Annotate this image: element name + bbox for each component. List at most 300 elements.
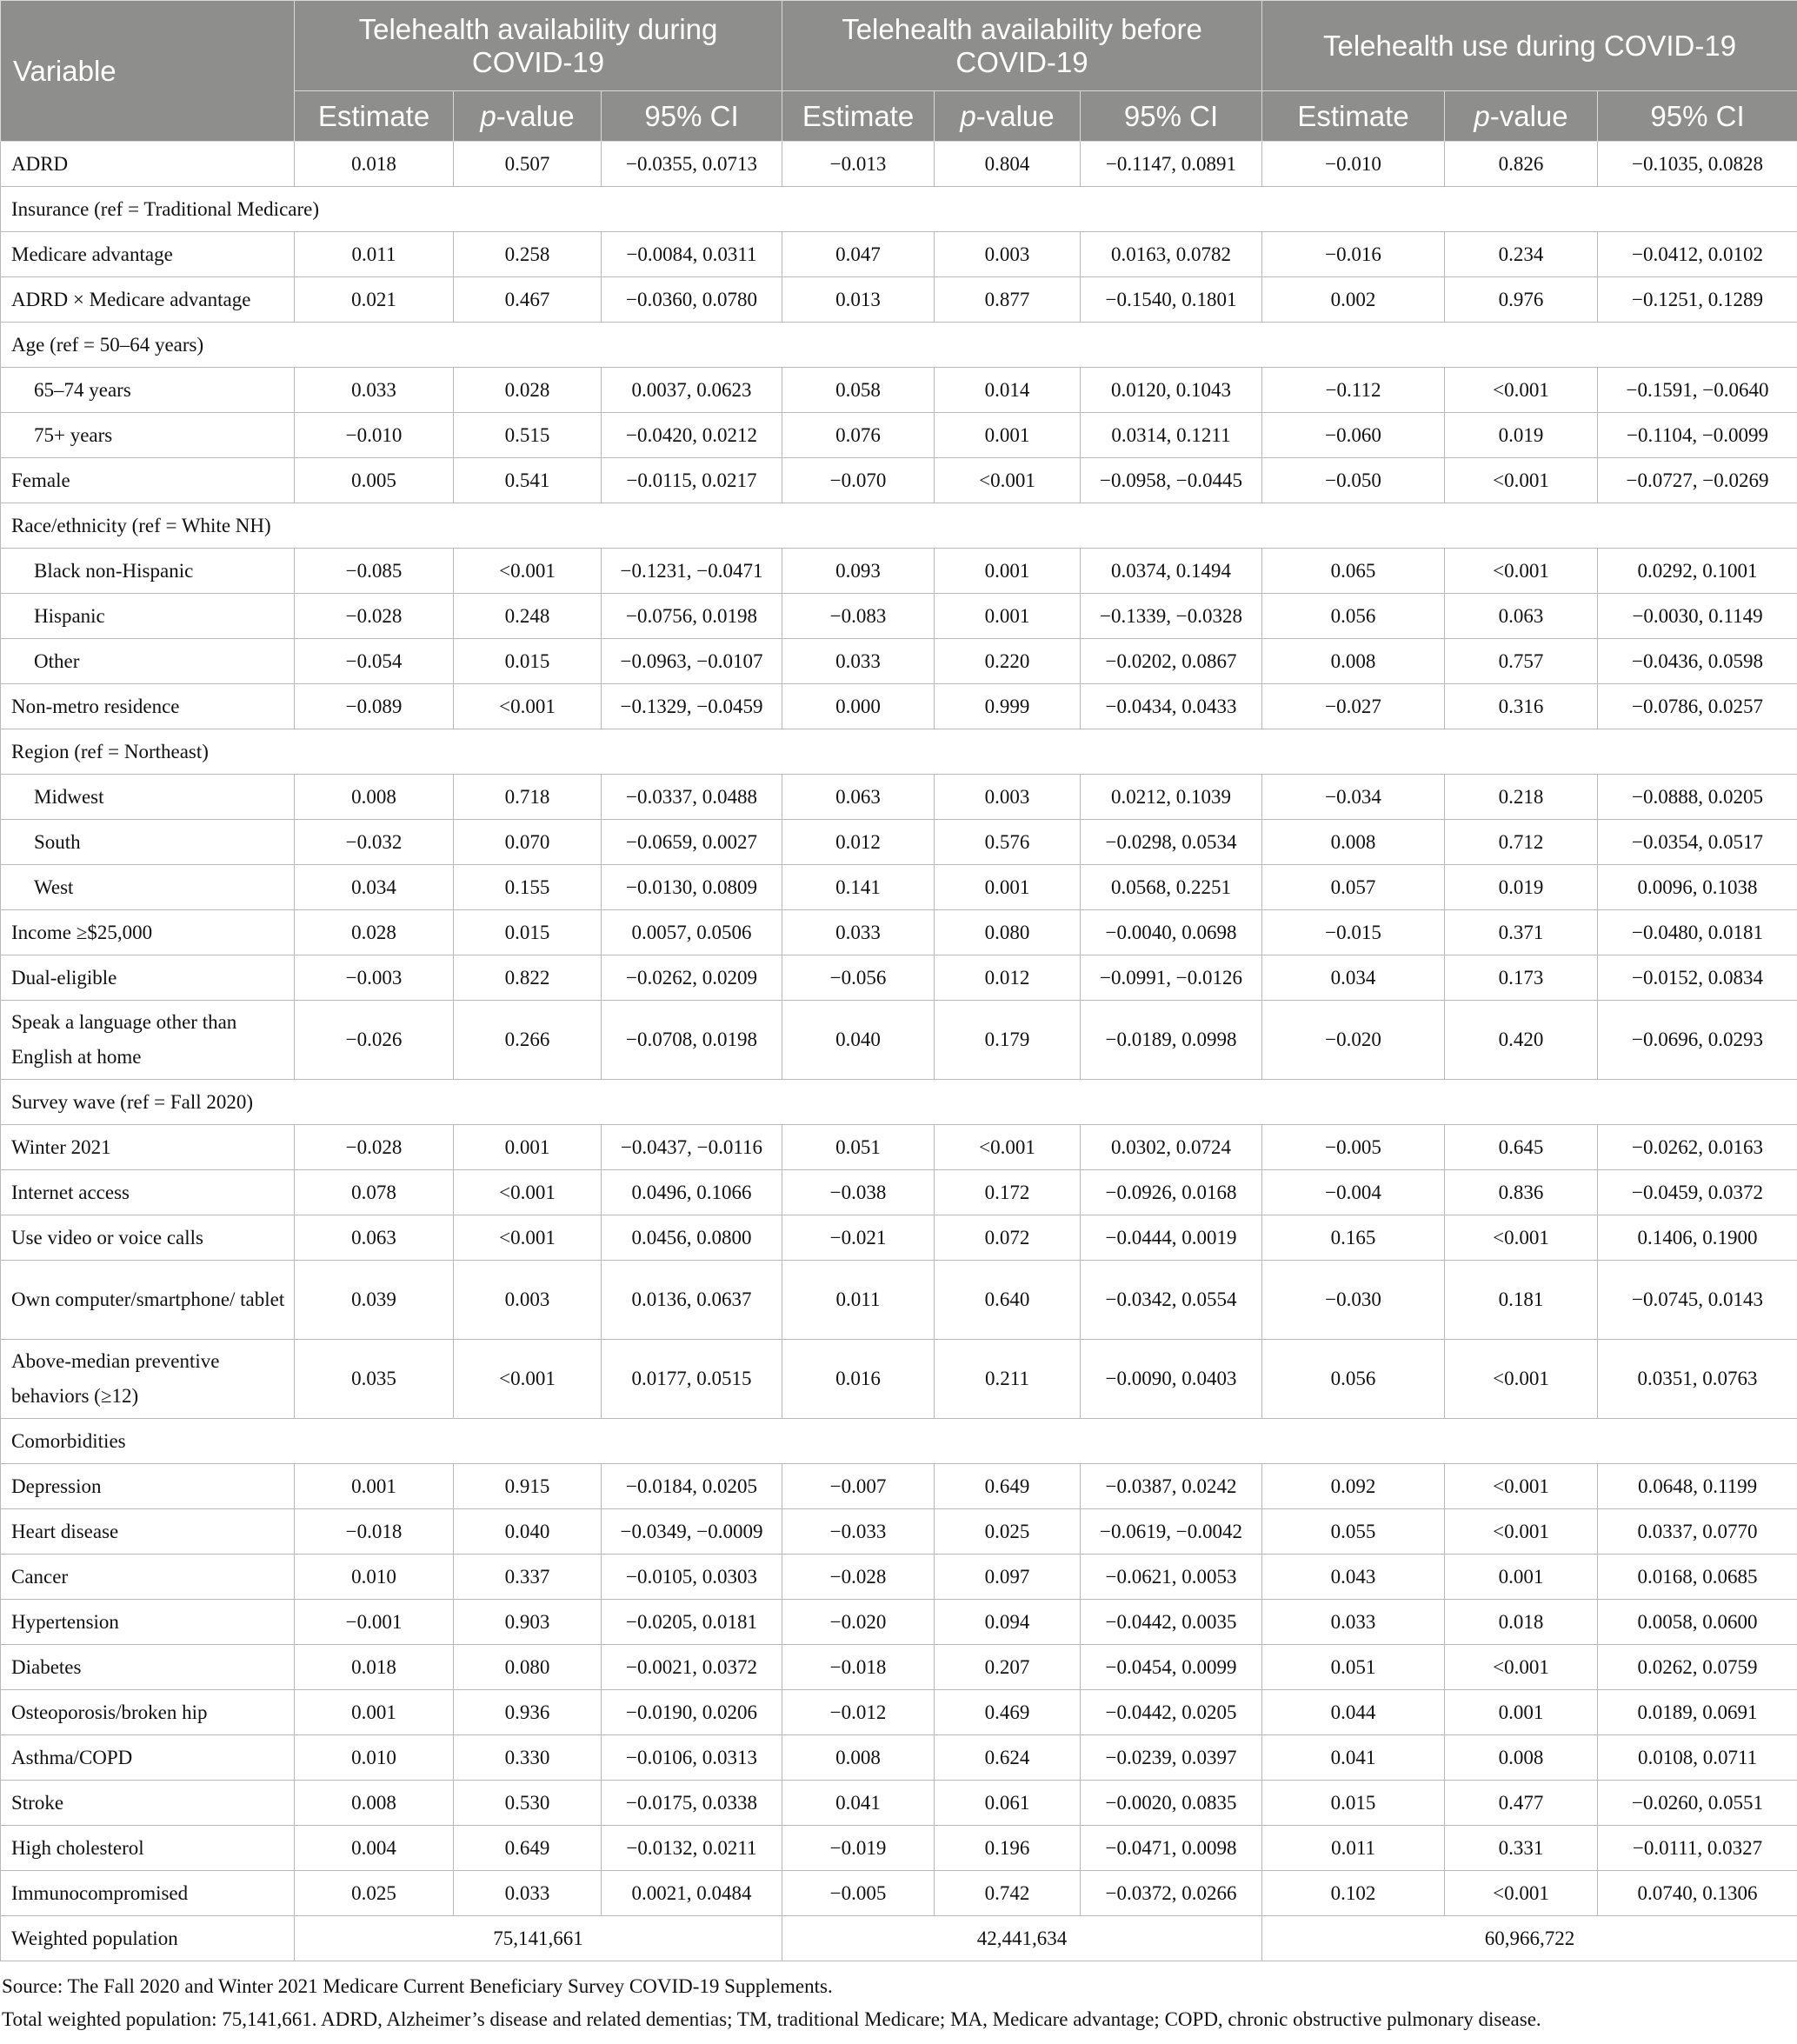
table-row <box>1 368 1797 413</box>
table-row <box>1 1509 1797 1555</box>
group-header-availability-during: Telehealth availability during COVID-19 <box>295 1 782 91</box>
estimate-cell: 0.065 <box>1262 549 1445 594</box>
ci-cell: −0.0420, 0.0212 <box>602 413 782 458</box>
estimate-cell: 0.056 <box>1262 1340 1445 1419</box>
ci-cell: −0.0696, 0.0293 <box>1598 1001 1797 1080</box>
ci-cell: −0.0756, 0.0198 <box>602 594 782 639</box>
estimate-cell: 0.043 <box>1262 1555 1445 1600</box>
estimate-cell: 0.092 <box>1262 1464 1445 1509</box>
p-value-cell: 0.196 <box>935 1826 1081 1871</box>
estimate-cell: −0.060 <box>1262 413 1445 458</box>
ci-cell: −0.0727, −0.0269 <box>1598 458 1797 503</box>
estimate-cell: 0.033 <box>782 910 935 955</box>
p-value-cell: 0.248 <box>454 594 602 639</box>
p-value-cell: 0.915 <box>454 1464 602 1509</box>
variable-label: Asthma/COPD <box>1 1735 295 1781</box>
table-row <box>1 1215 1797 1261</box>
group-label: Race/ethnicity (ref = White NH) <box>1 503 1797 549</box>
table-row <box>1 1555 1797 1600</box>
p-value-cell: 0.001 <box>935 594 1081 639</box>
source-note: Source: The Fall 2020 and Winter 2021 Medicare Current Beneficiary Survey COVID-19 Supplements. <box>2 1975 833 1997</box>
table-row <box>1 775 1797 820</box>
p-value-cell: 0.001 <box>935 549 1081 594</box>
group-row <box>1 729 1797 775</box>
variable-label: Income ≥$25,000 <box>1 910 295 955</box>
estimate-cell: −0.007 <box>782 1464 935 1509</box>
variable-label: South <box>1 820 295 865</box>
ci-cell: −0.1339, −0.0328 <box>1081 594 1262 639</box>
ci-cell: −0.0745, 0.0143 <box>1598 1261 1797 1340</box>
ci-cell: 0.0314, 0.1211 <box>1081 413 1262 458</box>
p-value-cell: 0.172 <box>935 1170 1081 1215</box>
estimate-cell: 0.010 <box>295 1735 454 1781</box>
p-value-cell: 0.080 <box>454 1645 602 1690</box>
estimate-cell: −0.054 <box>295 639 454 684</box>
table-row <box>1 1645 1797 1690</box>
p-value-cell: <0.001 <box>1445 1215 1598 1261</box>
p-value-cell: 0.008 <box>1445 1735 1598 1781</box>
estimate-cell: −0.112 <box>1262 368 1445 413</box>
estimate-cell: 0.057 <box>1262 865 1445 910</box>
estimate-cell: 0.165 <box>1262 1215 1445 1261</box>
estimate-cell: −0.028 <box>782 1555 935 1600</box>
ci-cell: −0.0202, 0.0867 <box>1081 639 1262 684</box>
ci-cell: −0.0372, 0.0266 <box>1081 1871 1262 1916</box>
estimate-cell: −0.034 <box>1262 775 1445 820</box>
ci-cell: −0.0360, 0.0780 <box>602 277 782 323</box>
ci-cell: −0.1035, 0.0828 <box>1598 142 1797 187</box>
estimate-cell: −0.050 <box>1262 458 1445 503</box>
table-row <box>1 684 1797 729</box>
ci-cell: −0.0239, 0.0397 <box>1081 1735 1262 1781</box>
ci-cell: 0.0058, 0.0600 <box>1598 1600 1797 1645</box>
estimate-cell: 0.076 <box>782 413 935 458</box>
variable-label: Immunocompromised <box>1 1871 295 1916</box>
ci-cell: 0.0108, 0.0711 <box>1598 1735 1797 1781</box>
p-value-cell: 0.645 <box>1445 1125 1598 1170</box>
estimate-cell: 0.055 <box>1262 1509 1445 1555</box>
estimate-cell: −0.038 <box>782 1170 935 1215</box>
estimate-cell: −0.019 <box>782 1826 935 1871</box>
p-value-cell: 0.218 <box>1445 775 1598 820</box>
estimate-cell: 0.035 <box>295 1340 454 1419</box>
p-value-cell: 0.507 <box>454 142 602 187</box>
ci-cell: −0.0480, 0.0181 <box>1598 910 1797 955</box>
p-value-cell: 0.266 <box>454 1001 602 1080</box>
estimate-header: Estimate <box>1262 91 1445 142</box>
estimate-cell: 0.044 <box>1262 1690 1445 1735</box>
ci-cell: −0.1591, −0.0640 <box>1598 368 1797 413</box>
estimate-cell: −0.020 <box>782 1600 935 1645</box>
variable-label: Other <box>1 639 295 684</box>
p-value-cell: 0.316 <box>1445 684 1598 729</box>
p-value-cell: 0.072 <box>935 1215 1081 1261</box>
ci-cell: 0.0496, 0.1066 <box>602 1170 782 1215</box>
ci-cell: −0.0708, 0.0198 <box>602 1001 782 1080</box>
estimate-cell: 0.093 <box>782 549 935 594</box>
p-value-cell: 0.019 <box>1445 865 1598 910</box>
estimate-cell: −0.028 <box>295 594 454 639</box>
ci-cell: −0.0444, 0.0019 <box>1081 1215 1262 1261</box>
variable-label: Above-median preventive behaviors (≥12) <box>1 1340 295 1419</box>
estimate-cell: 0.078 <box>295 1170 454 1215</box>
p-value-cell: 0.258 <box>454 232 602 277</box>
ci-cell: 0.0568, 0.2251 <box>1081 865 1262 910</box>
ci-cell: −0.0454, 0.0099 <box>1081 1645 1262 1690</box>
variable-label: Cancer <box>1 1555 295 1600</box>
p-value-cell: 0.015 <box>454 639 602 684</box>
ci-cell: −0.0040, 0.0698 <box>1081 910 1262 955</box>
ci-cell: −0.0132, 0.0211 <box>602 1826 782 1871</box>
ci-cell: −0.0437, −0.0116 <box>602 1125 782 1170</box>
variable-label: Osteoporosis/broken hip <box>1 1690 295 1735</box>
variable-label: ADRD × Medicare advantage <box>1 277 295 323</box>
p-value-cell: 0.003 <box>935 232 1081 277</box>
p-value-cell: 0.063 <box>1445 594 1598 639</box>
ci-cell: −0.0412, 0.0102 <box>1598 232 1797 277</box>
p-value-cell: 0.469 <box>935 1690 1081 1735</box>
weighted-population-label: Weighted population <box>1 1916 295 1961</box>
p-value-cell: 0.712 <box>1445 820 1598 865</box>
variable-label: Black non-Hispanic <box>1 549 295 594</box>
ci-header: 95% CI <box>1598 91 1797 142</box>
estimate-cell: 0.013 <box>782 277 935 323</box>
ci-cell: −0.1251, 0.1289 <box>1598 277 1797 323</box>
estimate-cell: −0.018 <box>295 1509 454 1555</box>
p-value-cell: 0.211 <box>935 1340 1081 1419</box>
p-value-cell: 0.179 <box>935 1001 1081 1080</box>
variable-label: Own computer/smartphone/ tablet <box>1 1261 295 1340</box>
group-row <box>1 1080 1797 1125</box>
variable-label: Speak a language other than English at home <box>1 1001 295 1080</box>
p-value-cell: <0.001 <box>454 1340 602 1419</box>
ci-cell: −0.0434, 0.0433 <box>1081 684 1262 729</box>
estimate-cell: 0.000 <box>782 684 935 729</box>
ci-cell: −0.0963, −0.0107 <box>602 639 782 684</box>
ci-cell: −0.0442, 0.0205 <box>1081 1690 1262 1735</box>
ci-cell: −0.0111, 0.0327 <box>1598 1826 1797 1871</box>
estimate-cell: 0.039 <box>295 1261 454 1340</box>
estimate-cell: 0.008 <box>1262 820 1445 865</box>
table-row <box>1 955 1797 1001</box>
group-header-availability-before: Telehealth availability before COVID-19 <box>782 1 1262 91</box>
group-label: Survey wave (ref = Fall 2020) <box>1 1080 1797 1125</box>
p-value-cell: 0.515 <box>454 413 602 458</box>
weighted-population-value: 60,966,722 <box>1262 1916 1797 1961</box>
ci-cell: 0.0189, 0.0691 <box>1598 1690 1797 1735</box>
estimate-cell: −0.005 <box>1262 1125 1445 1170</box>
p-value-cell: 0.530 <box>454 1781 602 1826</box>
estimate-cell: −0.003 <box>295 955 454 1001</box>
p-value-cell: 0.097 <box>935 1555 1081 1600</box>
ci-cell: −0.1231, −0.0471 <box>602 549 782 594</box>
p-value-cell: 0.025 <box>935 1509 1081 1555</box>
table-row <box>1 458 1797 503</box>
p-value-cell: <0.001 <box>1445 368 1598 413</box>
estimate-cell: 0.040 <box>782 1001 935 1080</box>
estimate-cell: −0.012 <box>782 1690 935 1735</box>
ci-cell: −0.0090, 0.0403 <box>1081 1340 1262 1419</box>
variable-label: Depression <box>1 1464 295 1509</box>
estimate-cell: 0.025 <box>295 1871 454 1916</box>
variable-label: Hypertension <box>1 1600 295 1645</box>
p-value-cell: 0.576 <box>935 820 1081 865</box>
p-value-cell: <0.001 <box>935 1125 1081 1170</box>
p-value-cell: <0.001 <box>1445 1464 1598 1509</box>
p-value-cell: 0.061 <box>935 1781 1081 1826</box>
ci-cell: −0.0175, 0.0338 <box>602 1781 782 1826</box>
estimate-cell: 0.011 <box>782 1261 935 1340</box>
estimate-cell: 0.051 <box>782 1125 935 1170</box>
estimate-cell: −0.089 <box>295 684 454 729</box>
estimate-cell: −0.010 <box>1262 142 1445 187</box>
table-row <box>1 142 1797 187</box>
ci-cell: 0.0262, 0.0759 <box>1598 1645 1797 1690</box>
ci-cell: 0.0302, 0.0724 <box>1081 1125 1262 1170</box>
variable-label: 75+ years <box>1 413 295 458</box>
p-value-cell: 0.018 <box>1445 1600 1598 1645</box>
p-value-cell: <0.001 <box>935 458 1081 503</box>
p-value-cell: 0.001 <box>1445 1690 1598 1735</box>
table-row <box>1 1464 1797 1509</box>
estimate-cell: 0.034 <box>1262 955 1445 1001</box>
table-row <box>1 1735 1797 1781</box>
p-value-cell: 0.094 <box>935 1600 1081 1645</box>
ci-cell: −0.0260, 0.0551 <box>1598 1781 1797 1826</box>
group-label: Region (ref = Northeast) <box>1 729 1797 775</box>
variable-label: Midwest <box>1 775 295 820</box>
ci-cell: 0.0136, 0.0637 <box>602 1261 782 1340</box>
estimate-cell: 0.058 <box>782 368 935 413</box>
estimate-cell: 0.033 <box>295 368 454 413</box>
estimate-cell: −0.085 <box>295 549 454 594</box>
table-row <box>1 1170 1797 1215</box>
estimate-cell: 0.015 <box>1262 1781 1445 1826</box>
ci-cell: 0.0163, 0.0782 <box>1081 232 1262 277</box>
ci-cell: −0.0342, 0.0554 <box>1081 1261 1262 1340</box>
table-row <box>1 820 1797 865</box>
estimate-cell: 0.063 <box>782 775 935 820</box>
p-value-cell: 0.822 <box>454 955 602 1001</box>
ci-cell: −0.0442, 0.0035 <box>1081 1600 1262 1645</box>
ci-cell: −0.0991, −0.0126 <box>1081 955 1262 1001</box>
p-value-cell: 0.080 <box>935 910 1081 955</box>
p-value-cell: 0.331 <box>1445 1826 1598 1871</box>
estimate-cell: 0.034 <box>295 865 454 910</box>
p-value-cell: 0.012 <box>935 955 1081 1001</box>
table-row <box>1 1690 1797 1735</box>
p-value-cell: 0.640 <box>935 1261 1081 1340</box>
table-notes <box>0 1970 1797 2036</box>
table-row <box>1 232 1797 277</box>
estimate-cell: −0.010 <box>295 413 454 458</box>
estimate-cell: 0.008 <box>295 775 454 820</box>
estimate-cell: −0.070 <box>782 458 935 503</box>
ci-cell: −0.0262, 0.0163 <box>1598 1125 1797 1170</box>
variable-label: West <box>1 865 295 910</box>
p-value-cell: <0.001 <box>454 684 602 729</box>
estimate-cell: 0.016 <box>782 1340 935 1419</box>
ci-cell: −0.0459, 0.0372 <box>1598 1170 1797 1215</box>
p-value-cell: 0.649 <box>935 1464 1081 1509</box>
weighted-population-value: 42,441,634 <box>782 1916 1262 1961</box>
estimate-cell: 0.033 <box>1262 1600 1445 1645</box>
ci-cell: 0.0037, 0.0623 <box>602 368 782 413</box>
ci-cell: −0.0130, 0.0809 <box>602 865 782 910</box>
variable-header: Variable <box>1 1 295 142</box>
estimate-cell: 0.008 <box>1262 639 1445 684</box>
estimate-cell: −0.004 <box>1262 1170 1445 1215</box>
p-value-cell: 0.028 <box>454 368 602 413</box>
p-value-cell: 0.999 <box>935 684 1081 729</box>
table-row <box>1 1001 1797 1080</box>
p-value-cell: 0.541 <box>454 458 602 503</box>
ci-cell: −0.0152, 0.0834 <box>1598 955 1797 1001</box>
ci-cell: −0.0106, 0.0313 <box>602 1735 782 1781</box>
variable-label: Heart disease <box>1 1509 295 1555</box>
ci-cell: 0.0740, 0.1306 <box>1598 1871 1797 1916</box>
estimate-cell: 0.021 <box>295 277 454 323</box>
estimate-cell: 0.012 <box>782 820 935 865</box>
p-value-cell: 0.742 <box>935 1871 1081 1916</box>
p-value-cell: 0.181 <box>1445 1261 1598 1340</box>
estimate-cell: 0.011 <box>1262 1826 1445 1871</box>
ci-cell: 0.0456, 0.0800 <box>602 1215 782 1261</box>
estimate-cell: 0.063 <box>295 1215 454 1261</box>
p-value-cell: 0.040 <box>454 1509 602 1555</box>
table-body <box>1 142 1797 1916</box>
ci-cell: −0.1104, −0.0099 <box>1598 413 1797 458</box>
p-value-cell: 0.337 <box>454 1555 602 1600</box>
estimate-cell: 0.004 <box>295 1826 454 1871</box>
group-label: Age (ref = 50–64 years) <box>1 323 1797 368</box>
estimate-cell: 0.010 <box>295 1555 454 1600</box>
p-value-cell: 0.420 <box>1445 1001 1598 1080</box>
p-value-cell: 0.001 <box>935 865 1081 910</box>
table-row <box>1 549 1797 594</box>
estimate-cell: 0.002 <box>1262 277 1445 323</box>
ci-cell: −0.0354, 0.0517 <box>1598 820 1797 865</box>
ci-cell: −0.0926, 0.0168 <box>1081 1170 1262 1215</box>
group-row <box>1 1419 1797 1464</box>
estimate-cell: 0.041 <box>1262 1735 1445 1781</box>
estimate-cell: −0.015 <box>1262 910 1445 955</box>
estimate-cell: 0.011 <box>295 232 454 277</box>
estimate-cell: 0.001 <box>295 1690 454 1735</box>
ci-cell: −0.0349, −0.0009 <box>602 1509 782 1555</box>
p-value-cell: <0.001 <box>1445 1509 1598 1555</box>
ci-cell: −0.0436, 0.0598 <box>1598 639 1797 684</box>
ci-cell: 0.0351, 0.0763 <box>1598 1340 1797 1419</box>
ci-cell: −0.0298, 0.0534 <box>1081 820 1262 865</box>
variable-label: Diabetes <box>1 1645 295 1690</box>
ci-cell: −0.0020, 0.0835 <box>1081 1781 1262 1826</box>
variable-label: ADRD <box>1 142 295 187</box>
estimate-cell: 0.018 <box>295 1645 454 1690</box>
ci-cell: 0.0337, 0.0770 <box>1598 1509 1797 1555</box>
ci-cell: 0.0374, 0.1494 <box>1081 549 1262 594</box>
estimate-cell: 0.001 <box>295 1464 454 1509</box>
table-row <box>1 1781 1797 1826</box>
ci-cell: −0.1329, −0.0459 <box>602 684 782 729</box>
estimate-cell: 0.141 <box>782 865 935 910</box>
ci-cell: −0.0084, 0.0311 <box>602 232 782 277</box>
ci-cell: 0.0096, 0.1038 <box>1598 865 1797 910</box>
estimate-cell: −0.021 <box>782 1215 935 1261</box>
group-row <box>1 503 1797 549</box>
variable-label: Non-metro residence <box>1 684 295 729</box>
estimate-header: Estimate <box>295 91 454 142</box>
estimate-cell: 0.056 <box>1262 594 1445 639</box>
p-value-cell: 0.173 <box>1445 955 1598 1001</box>
p-value-cell: <0.001 <box>1445 1340 1598 1419</box>
ci-cell: −0.0105, 0.0303 <box>602 1555 782 1600</box>
estimate-cell: −0.013 <box>782 142 935 187</box>
p-value-cell: <0.001 <box>454 549 602 594</box>
ci-header: 95% CI <box>1081 91 1262 142</box>
ci-cell: 0.1406, 0.1900 <box>1598 1215 1797 1261</box>
ci-cell: −0.0621, 0.0053 <box>1081 1555 1262 1600</box>
p-value-header: p-value <box>935 91 1081 142</box>
ci-header: 95% CI <box>602 91 782 142</box>
ci-cell: 0.0212, 0.1039 <box>1081 775 1262 820</box>
ci-cell: −0.0786, 0.0257 <box>1598 684 1797 729</box>
p-value-cell: 0.477 <box>1445 1781 1598 1826</box>
group-header-use-during: Telehealth use during COVID-19 <box>1262 1 1797 91</box>
table-row <box>1 1826 1797 1871</box>
p-value-cell: <0.001 <box>1445 1645 1598 1690</box>
table-row <box>1 1600 1797 1645</box>
estimate-cell: 0.005 <box>295 458 454 503</box>
p-value-cell: 0.003 <box>935 775 1081 820</box>
table-row <box>1 639 1797 684</box>
ci-cell: 0.0292, 0.1001 <box>1598 549 1797 594</box>
estimate-cell: −0.030 <box>1262 1261 1445 1340</box>
p-value-cell: 0.903 <box>454 1600 602 1645</box>
p-value-cell: 0.624 <box>935 1735 1081 1781</box>
estimate-cell: 0.028 <box>295 910 454 955</box>
estimate-cell: −0.026 <box>295 1001 454 1080</box>
p-value-cell: 0.804 <box>935 142 1081 187</box>
ci-cell: −0.0190, 0.0206 <box>602 1690 782 1735</box>
p-value-cell: <0.001 <box>454 1170 602 1215</box>
ci-cell: −0.0184, 0.0205 <box>602 1464 782 1509</box>
ci-cell: −0.0471, 0.0098 <box>1081 1826 1262 1871</box>
ci-cell: −0.0030, 0.1149 <box>1598 594 1797 639</box>
estimate-cell: 0.047 <box>782 232 935 277</box>
estimate-cell: −0.018 <box>782 1645 935 1690</box>
estimate-cell: 0.008 <box>295 1781 454 1826</box>
p-value-cell: 0.019 <box>1445 413 1598 458</box>
ci-cell: 0.0177, 0.0515 <box>602 1340 782 1419</box>
ci-cell: 0.0120, 0.1043 <box>1081 368 1262 413</box>
variable-label: Winter 2021 <box>1 1125 295 1170</box>
p-value-header: p-value <box>454 91 602 142</box>
p-value-cell: 0.220 <box>935 639 1081 684</box>
p-value-cell: 0.330 <box>454 1735 602 1781</box>
ci-cell: −0.0387, 0.0242 <box>1081 1464 1262 1509</box>
p-value-cell: 0.836 <box>1445 1170 1598 1215</box>
p-value-cell: <0.001 <box>1445 458 1598 503</box>
ci-cell: −0.0958, −0.0445 <box>1081 458 1262 503</box>
group-row <box>1 323 1797 368</box>
variable-label: Use video or voice calls <box>1 1215 295 1261</box>
p-value-cell: 0.001 <box>454 1125 602 1170</box>
p-value-cell: 0.015 <box>454 910 602 955</box>
p-value-cell: 0.371 <box>1445 910 1598 955</box>
p-value-cell: <0.001 <box>1445 1871 1598 1916</box>
variable-label: Internet access <box>1 1170 295 1215</box>
